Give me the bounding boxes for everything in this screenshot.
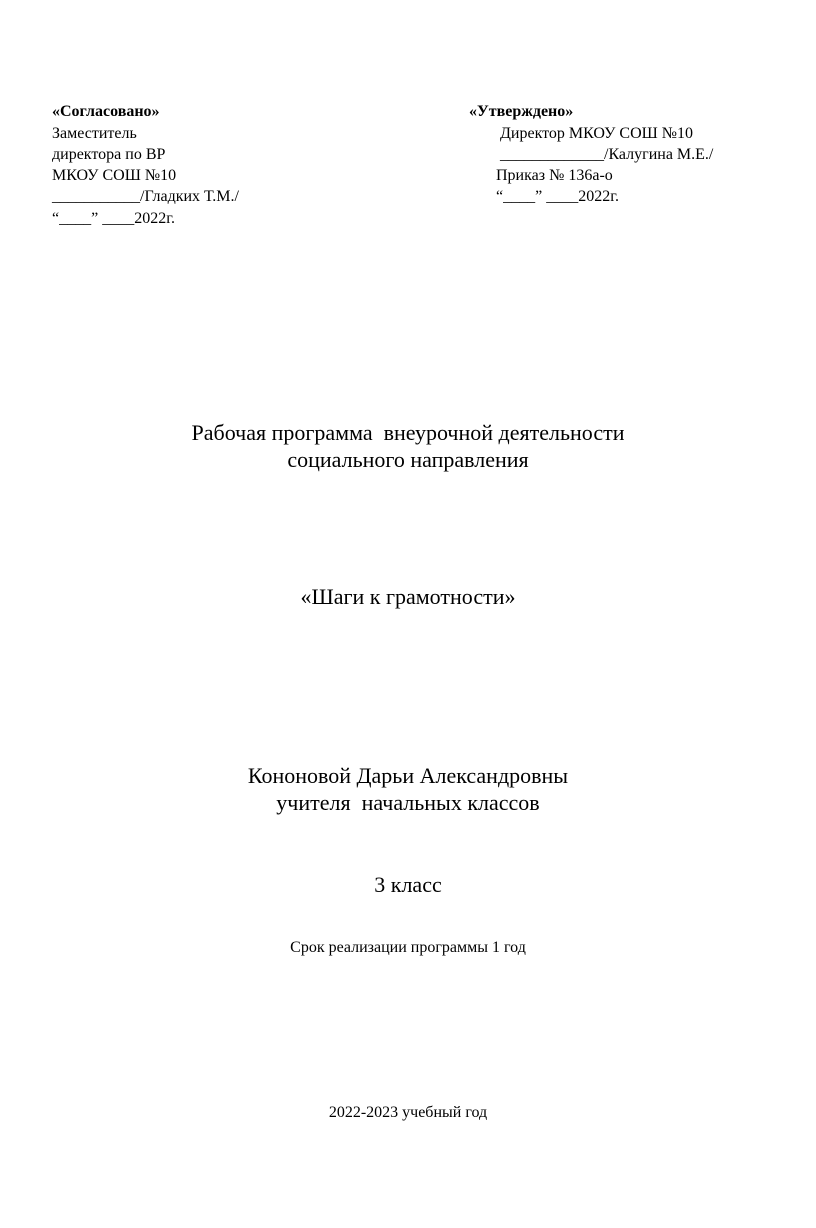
author-name: Кононовой Дарьи Александровны xyxy=(247,763,569,788)
approved-order-line: Приказ № 136а-о xyxy=(496,167,613,184)
implementation-term: Срок реализации программы 1 год xyxy=(290,939,526,956)
agreed-signature-line: ___________/Гладких Т.М./ xyxy=(52,188,239,205)
approved-heading: «Утверждено» xyxy=(469,103,574,120)
agreed-line: директора по ВР xyxy=(52,146,166,163)
approved-signature-line: _____________/Калугина М.Е./ xyxy=(500,146,714,163)
program-title-line2: социального направления xyxy=(287,447,529,472)
agreed-line: МКОУ СОШ №10 xyxy=(52,167,177,184)
approved-date-line: “____” ____2022г. xyxy=(496,188,619,205)
approved-line: Директор МКОУ СОШ №10 xyxy=(500,125,694,142)
author-position: учителя начальных классов xyxy=(276,790,540,815)
agreed-line: Заместитель xyxy=(52,125,137,142)
grade-label: 3 класс xyxy=(374,872,442,897)
program-title-line1: Рабочая программа внеурочной деятельности xyxy=(191,420,625,445)
school-year: 2022-2023 учебный год xyxy=(328,1104,488,1121)
agreed-date-line: “____” ____2022г. xyxy=(52,210,175,227)
agreed-heading: «Согласовано» xyxy=(52,103,160,120)
program-name: «Шаги к грамотности» xyxy=(300,584,516,609)
